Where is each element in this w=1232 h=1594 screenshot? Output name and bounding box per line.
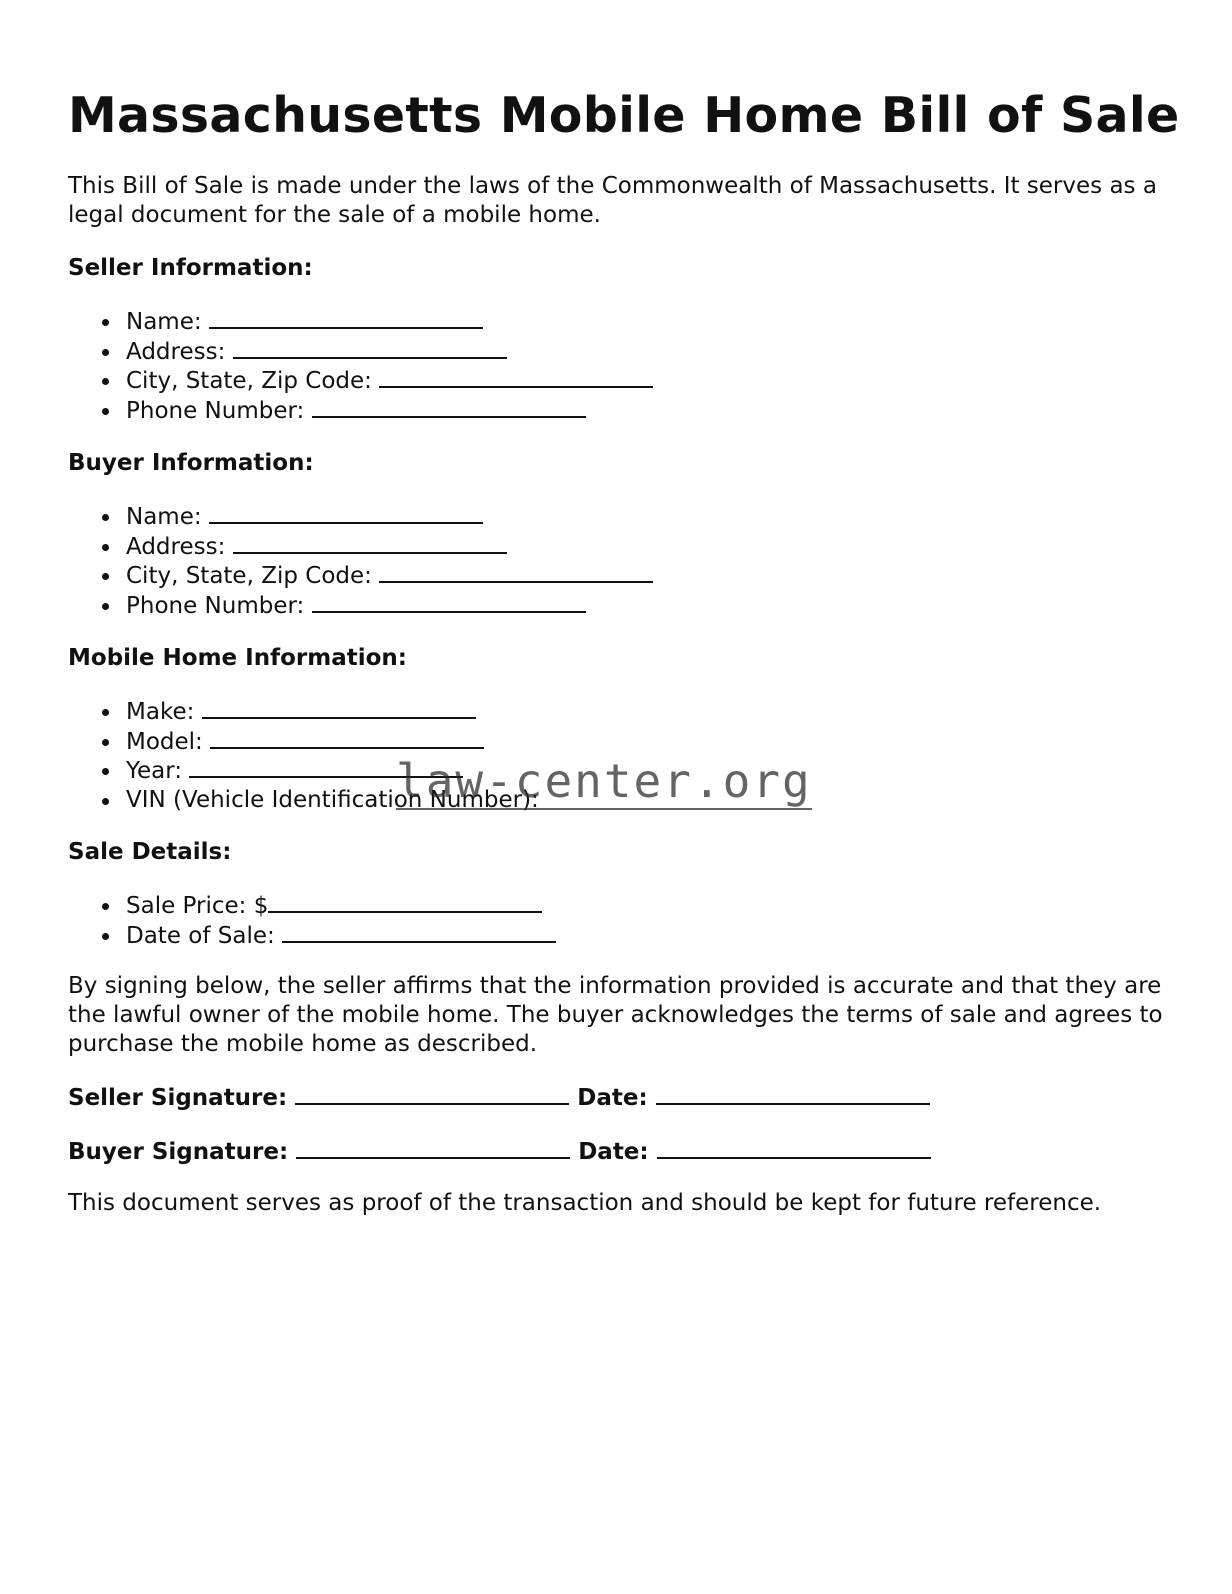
sale-date-item bbox=[126, 921, 1178, 951]
seller-phone-item bbox=[126, 396, 1178, 426]
document-title: Massachusetts Mobile Home Bill of Sale bbox=[68, 87, 1180, 144]
seller-signature-line bbox=[68, 1083, 1178, 1113]
seller-fields-list bbox=[68, 307, 1178, 425]
year-blank[interactable] bbox=[189, 756, 463, 778]
seller-signature-label: Seller Signature: bbox=[68, 1085, 288, 1111]
buyer-city-blank[interactable] bbox=[379, 561, 653, 583]
footer-paragraph: This document serves as proof of the transaction and should be kept for future reference. bbox=[68, 1190, 1102, 1216]
sale-price-blank[interactable] bbox=[268, 891, 542, 913]
intro-paragraph: This Bill of Sale is made under the laws of the Commonwealth of Massachusetts. It serves as a legal document for the sale of a mobile home. bbox=[68, 173, 1157, 228]
buyer-city-item bbox=[126, 561, 1178, 591]
buyer-address-blank[interactable] bbox=[233, 532, 507, 554]
mobile-home-section-heading: Mobile Home Information: bbox=[68, 645, 407, 671]
field-label: City, State, Zip Code: bbox=[126, 368, 372, 394]
buyer-signature-blank[interactable] bbox=[296, 1137, 570, 1159]
field-label: Date of Sale: bbox=[126, 922, 275, 949]
field-label: Address: bbox=[126, 338, 226, 365]
seller-section-heading: Seller Information: bbox=[68, 255, 313, 281]
bill-of-sale-document bbox=[68, 82, 1178, 1218]
field-label: Address: bbox=[126, 533, 226, 560]
model-blank[interactable] bbox=[210, 727, 484, 749]
seller-address-blank[interactable] bbox=[233, 337, 507, 359]
buyer-date-blank[interactable] bbox=[657, 1137, 931, 1159]
affirmation-paragraph: By signing below, the seller affirms that the information provided is accurate and that they are the lawful owner of the mobile home. The buyer acknowledges the terms of sale and agrees to purchase the mobile home as described. bbox=[68, 973, 1163, 1057]
field-label: VIN (Vehicle Identification Number): bbox=[126, 786, 539, 813]
seller-date-label: Date: bbox=[577, 1085, 648, 1111]
year-item bbox=[126, 756, 1178, 786]
mobile-home-fields-list bbox=[68, 697, 1178, 814]
buyer-phone-item bbox=[126, 591, 1178, 621]
make-item bbox=[126, 697, 1178, 727]
field-label: Sale Price: $ bbox=[126, 893, 269, 919]
watermark-text: law-center.org bbox=[396, 754, 812, 808]
seller-city-blank[interactable] bbox=[379, 366, 653, 388]
buyer-date-label: Date: bbox=[578, 1139, 649, 1165]
buyer-phone-blank[interactable] bbox=[312, 591, 586, 613]
seller-signature-blank[interactable] bbox=[295, 1083, 569, 1105]
make-blank[interactable] bbox=[202, 697, 476, 719]
field-label: Name: bbox=[126, 309, 202, 335]
buyer-address-item bbox=[126, 532, 1178, 562]
field-label: Name: bbox=[126, 504, 202, 530]
field-label: Phone Number: bbox=[126, 592, 305, 619]
vin-item bbox=[126, 786, 1178, 815]
field-label: Phone Number: bbox=[126, 397, 305, 424]
model-item bbox=[126, 727, 1178, 757]
sale-price-item bbox=[126, 891, 1178, 921]
buyer-name-blank[interactable] bbox=[209, 502, 483, 524]
sale-fields-list bbox=[68, 891, 1178, 950]
seller-name-item bbox=[126, 307, 1178, 337]
buyer-name-item bbox=[126, 502, 1178, 532]
sale-section-heading: Sale Details: bbox=[68, 839, 232, 865]
seller-address-item bbox=[126, 337, 1178, 367]
buyer-signature-line bbox=[68, 1137, 1178, 1167]
seller-phone-blank[interactable] bbox=[312, 396, 586, 418]
buyer-signature-label: Buyer Signature: bbox=[68, 1139, 289, 1165]
field-label: City, State, Zip Code: bbox=[126, 563, 372, 589]
field-label: Model: bbox=[126, 728, 203, 755]
seller-city-item bbox=[126, 366, 1178, 396]
buyer-section-heading: Buyer Information: bbox=[68, 450, 314, 476]
field-label: Make: bbox=[126, 699, 195, 725]
seller-name-blank[interactable] bbox=[209, 307, 483, 329]
field-label: Year: bbox=[126, 758, 183, 784]
seller-date-blank[interactable] bbox=[656, 1083, 930, 1105]
sale-date-blank[interactable] bbox=[282, 921, 556, 943]
buyer-fields-list bbox=[68, 502, 1178, 620]
